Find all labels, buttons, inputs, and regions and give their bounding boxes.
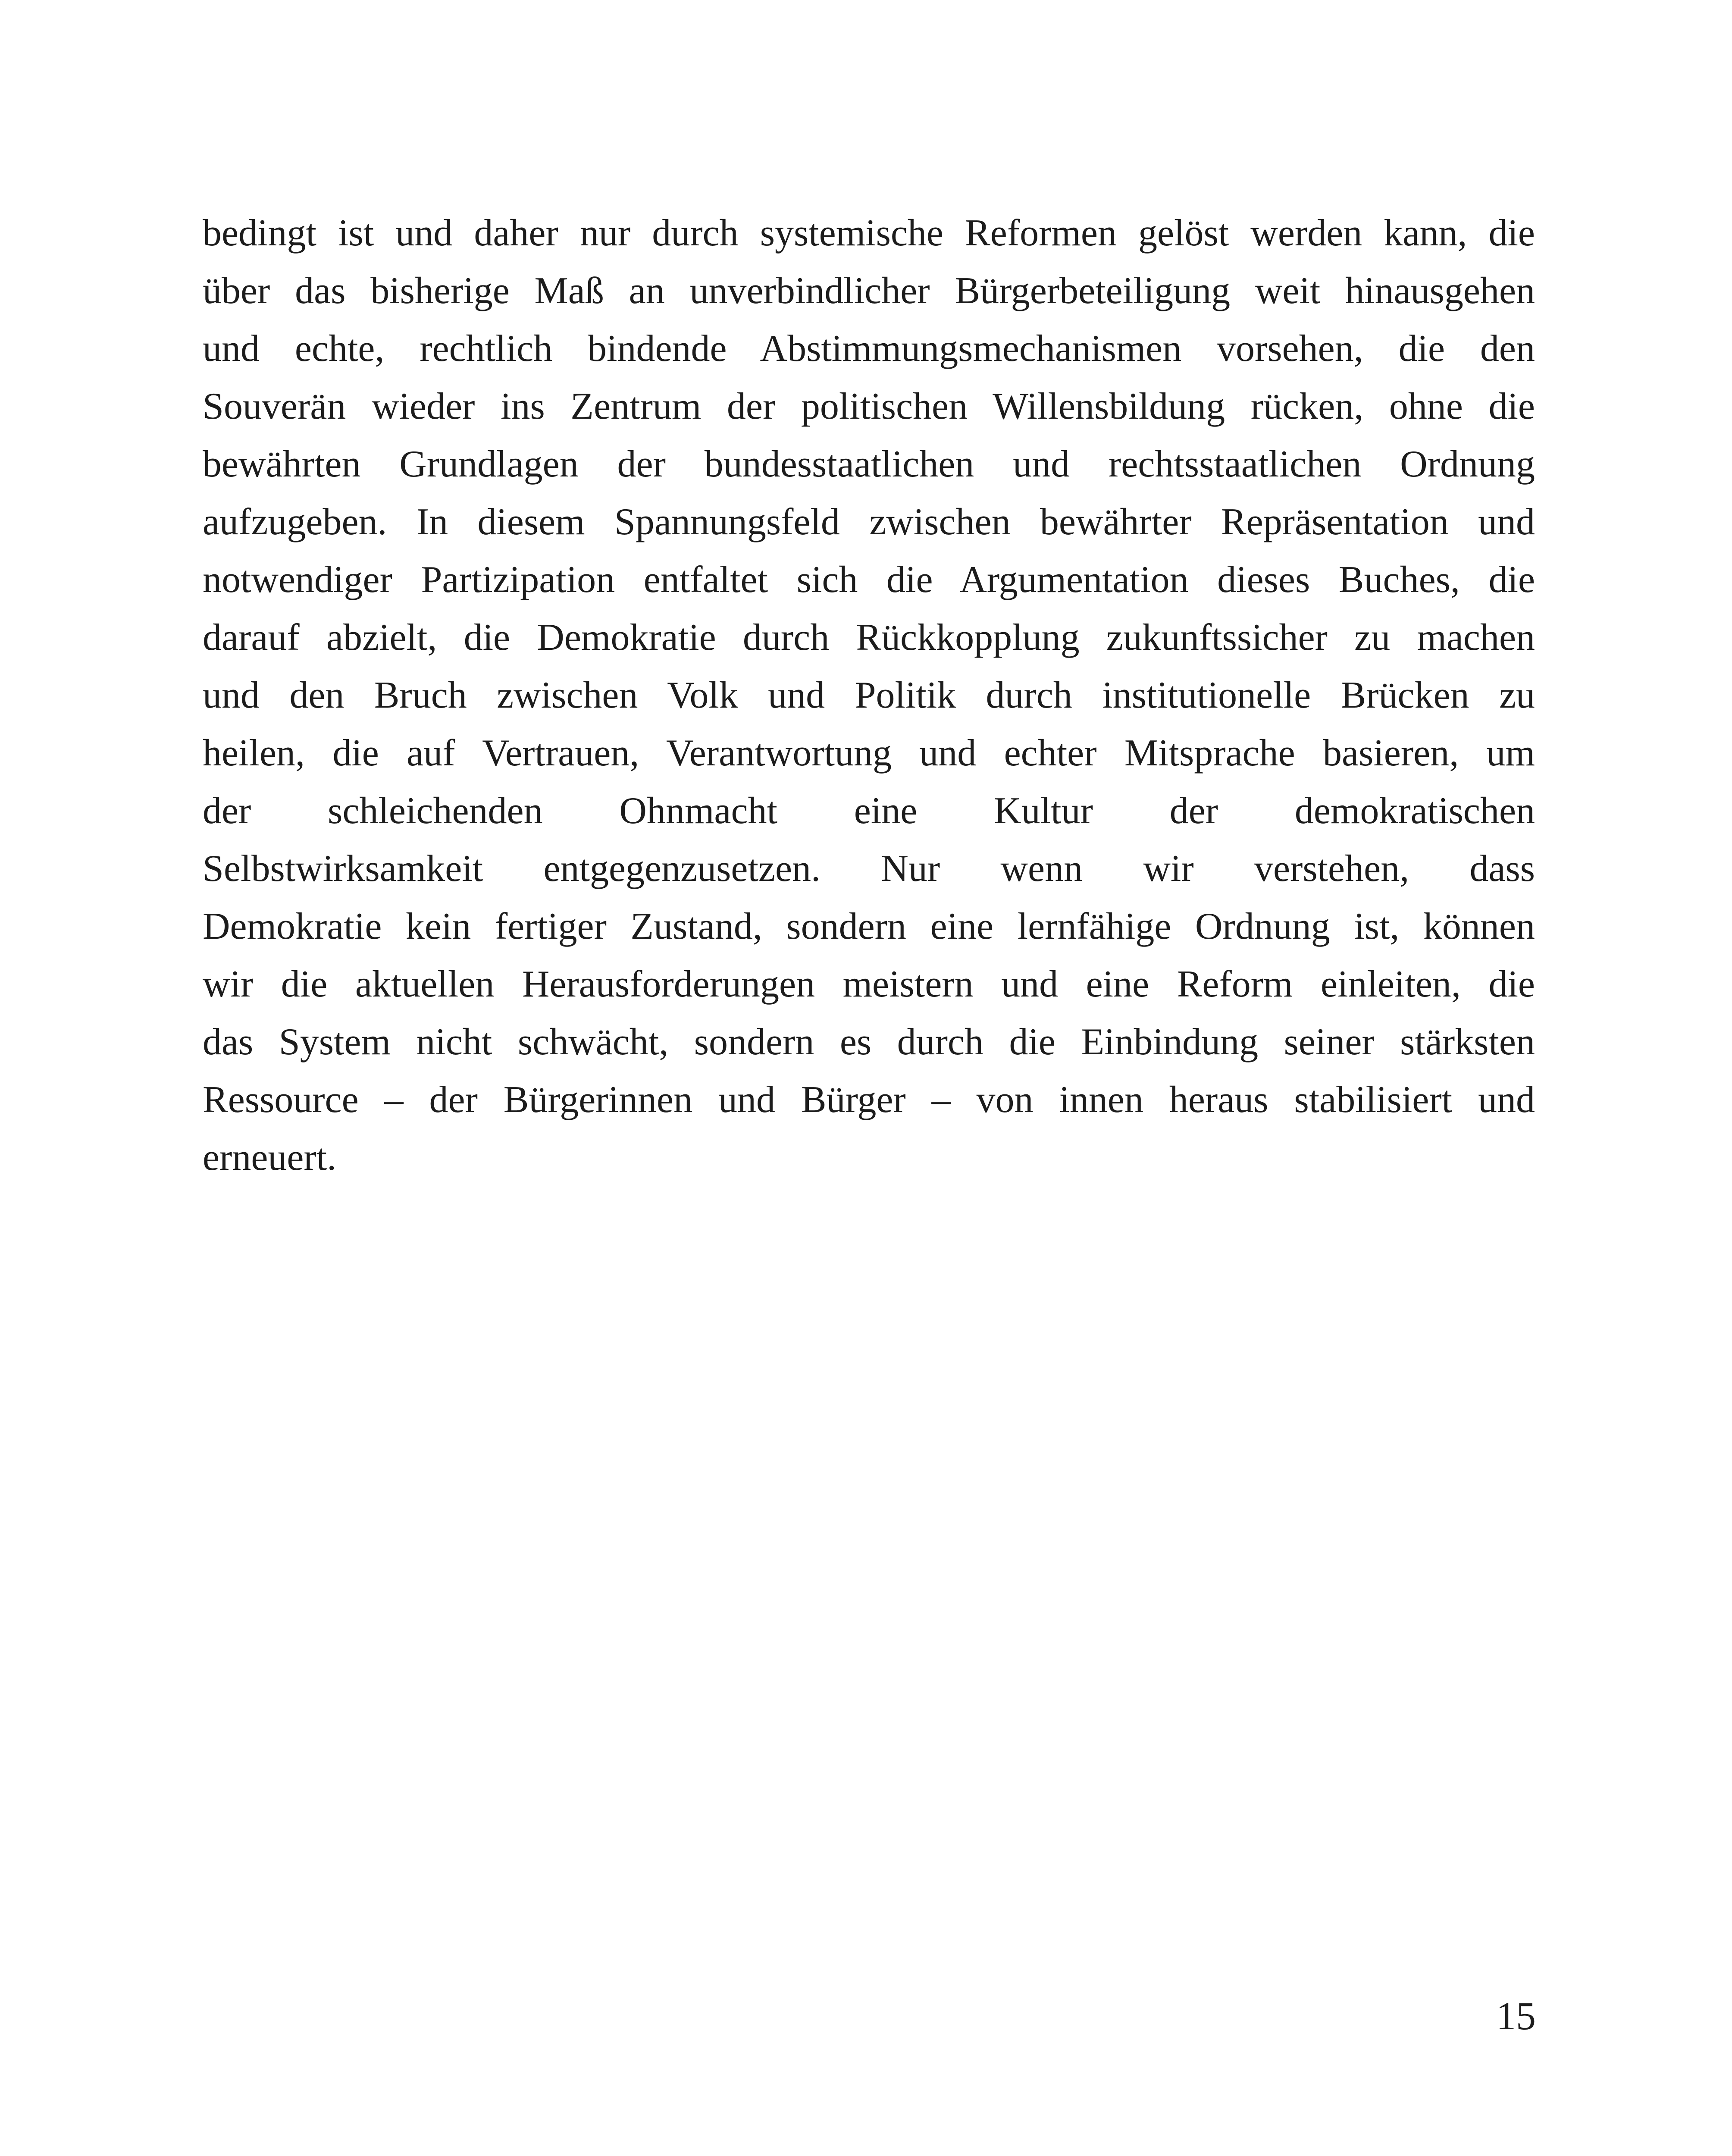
text-line: darauf abzielt, die Demokratie durch Rückkopplung zukunftssicher zu machen xyxy=(203,617,1535,658)
text-line: heilen, die auf Vertrauen, Verantwortung und echter Mitsprache basieren, um xyxy=(203,732,1535,774)
text-line: und den Bruch zwischen Volk und Politik durch institutionelle Brücken zu xyxy=(203,674,1535,716)
body-paragraph xyxy=(203,204,1535,1187)
text-line: Selbstwirksamkeit entgegenzusetzen. Nur wenn wir verstehen, dass xyxy=(203,848,1535,890)
text-line: Souverän wieder ins Zentrum der politischen Willensbildung rücken, ohne die xyxy=(203,385,1535,427)
text-line: das System nicht schwächt, sondern es durch die Einbindung seiner stärksten xyxy=(203,1021,1535,1063)
text-line: notwendiger Partizipation entfaltet sich die Argumentation dieses Buches, die xyxy=(203,559,1535,601)
page-number: 15 xyxy=(1496,1994,1536,2038)
text-line: bedingt ist und daher nur durch systemische Reformen gelöst werden kann, die xyxy=(203,212,1535,254)
text-line: bewährten Grundlagen der bundesstaatlichen und rechtsstaatlichen Ordnung xyxy=(203,443,1535,485)
text-line: der schleichenden Ohnmacht eine Kultur der demokratischen xyxy=(203,790,1535,832)
text-line: wir die aktuellen Herausforderungen meistern und eine Reform einleiten, die xyxy=(203,963,1535,1005)
text-line: Ressource – der Bürgerinnen und Bürger – von innen heraus stabilisiert und xyxy=(203,1079,1535,1121)
text-line: über das bisherige Maß an unverbindlicher Bürgerbeteiligung weit hinausgehen xyxy=(203,270,1535,312)
text-line: erneuert. xyxy=(203,1137,337,1178)
text-line: Demokratie kein fertiger Zustand, sondern eine lernfähige Ordnung ist, können xyxy=(203,906,1535,947)
text-line: und echte, rechtlich bindende Abstimmungsmechanismen vorsehen, die den xyxy=(203,328,1535,370)
text-line: aufzugeben. In diesem Spannungsfeld zwischen bewährter Repräsentation und xyxy=(203,501,1535,543)
